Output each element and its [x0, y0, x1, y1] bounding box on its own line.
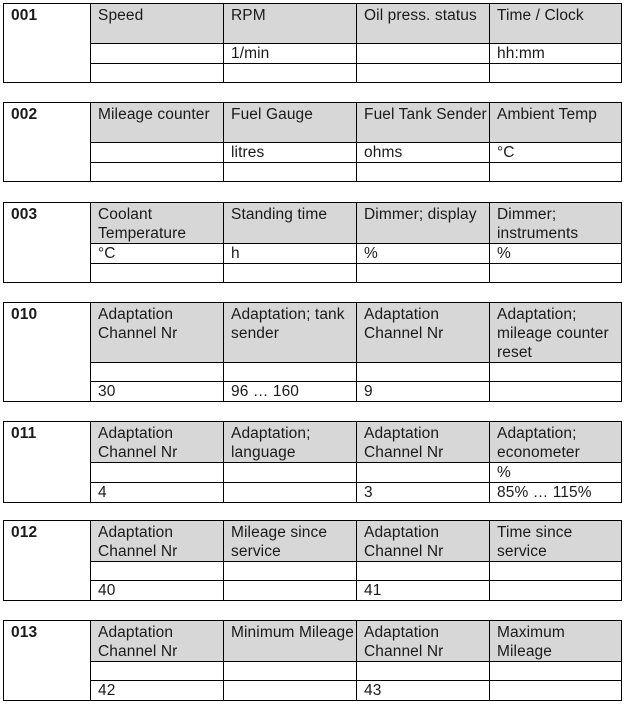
block-value-row — [4, 382, 622, 402]
field-value-cell — [91, 662, 224, 681]
field-header: RPM — [224, 4, 357, 44]
block-value-row — [4, 363, 622, 382]
block-header-row — [4, 621, 622, 662]
block-number: 010 — [4, 303, 91, 402]
field-header: Adaptation Channel Nr — [357, 422, 490, 463]
field-value-cell — [91, 463, 224, 483]
block-header-row — [4, 521, 622, 562]
field-value-cell — [224, 483, 357, 503]
measuring-block-table — [3, 202, 622, 283]
field-header: Speed — [91, 4, 224, 44]
field-header: Adaptation Channel Nr — [91, 303, 224, 363]
block-number: 003 — [4, 203, 91, 283]
field-header: Dimmer; instruments — [490, 203, 622, 244]
block-value-row — [4, 163, 622, 182]
field-value-cell: 43 — [357, 681, 490, 701]
measuring-block-table — [3, 302, 622, 402]
block-number: 013 — [4, 621, 91, 701]
field-value-cell — [224, 581, 357, 601]
field-value-cell: 1/min — [224, 44, 357, 64]
field-value-cell — [91, 44, 224, 64]
field-value-cell — [357, 463, 490, 483]
field-value-cell — [91, 264, 224, 283]
field-value-cell — [490, 363, 622, 382]
field-header: Adaptation; language — [224, 422, 357, 463]
field-value-cell — [224, 264, 357, 283]
block-value-row — [4, 44, 622, 64]
field-value-cell — [490, 662, 622, 681]
field-value-cell — [357, 64, 490, 83]
field-value-cell: % — [490, 463, 622, 483]
block-header-row — [4, 303, 622, 363]
field-header: Ambient Temp — [490, 103, 622, 143]
field-value-cell: °C — [91, 244, 224, 264]
measuring-block-table — [3, 620, 622, 701]
field-value-cell: ohms — [357, 143, 490, 163]
field-value-cell: litres — [224, 143, 357, 163]
field-value-cell — [91, 64, 224, 83]
field-value-cell — [224, 681, 357, 701]
field-header: Fuel Tank Sender — [357, 103, 490, 143]
block-value-row — [4, 562, 622, 581]
block-value-row — [4, 264, 622, 283]
field-header: Adaptation; mileage counter reset — [490, 303, 622, 363]
field-value-cell — [357, 44, 490, 64]
field-value-cell — [357, 662, 490, 681]
field-value-cell — [490, 581, 622, 601]
field-value-cell — [91, 163, 224, 182]
field-value-cell: 42 — [91, 681, 224, 701]
field-value-cell: 85% … 115% — [490, 483, 622, 503]
measuring-block-table — [3, 3, 622, 83]
field-value-cell: 41 — [357, 581, 490, 601]
field-header: Fuel Gauge — [224, 103, 357, 143]
field-value-cell — [490, 64, 622, 83]
field-header: Time / Clock — [490, 4, 622, 44]
block-number: 012 — [4, 521, 91, 601]
field-value-cell — [224, 662, 357, 681]
field-header: Mileage since service — [224, 521, 357, 562]
field-value-cell — [91, 143, 224, 163]
block-number: 002 — [4, 103, 91, 182]
field-header: Adaptation Channel Nr — [91, 422, 224, 463]
field-value-cell — [357, 163, 490, 182]
field-value-cell: % — [357, 244, 490, 264]
field-value-cell: 40 — [91, 581, 224, 601]
field-header: Coolant Temperature — [91, 203, 224, 244]
field-value-cell: hh:mm — [490, 44, 622, 64]
field-header: Minimum Mileage — [224, 621, 357, 662]
block-value-row — [4, 143, 622, 163]
field-value-cell — [91, 562, 224, 581]
field-header: Adaptation; econometer — [490, 422, 622, 463]
field-value-cell — [224, 363, 357, 382]
field-value-cell — [224, 463, 357, 483]
field-header: Standing time — [224, 203, 357, 244]
field-value-cell: °C — [490, 143, 622, 163]
measuring-block-table — [3, 102, 622, 182]
block-value-row — [4, 463, 622, 483]
field-header: Adaptation Channel Nr — [357, 621, 490, 662]
field-value-cell — [91, 363, 224, 382]
field-header: Time since service — [490, 521, 622, 562]
field-header: Adaptation; tank sender — [224, 303, 357, 363]
field-value-cell — [224, 163, 357, 182]
field-header: Mileage counter — [91, 103, 224, 143]
field-value-cell — [490, 382, 622, 402]
field-value-cell: h — [224, 244, 357, 264]
field-header: Adaptation Channel Nr — [357, 303, 490, 363]
field-value-cell — [357, 363, 490, 382]
block-header-row — [4, 4, 622, 44]
field-header: Maximum Mileage — [490, 621, 622, 662]
field-value-cell — [224, 562, 357, 581]
block-value-row — [4, 662, 622, 681]
block-header-row — [4, 103, 622, 143]
block-header-row — [4, 422, 622, 463]
field-value-cell: 30 — [91, 382, 224, 402]
block-value-row — [4, 681, 622, 701]
block-value-row — [4, 581, 622, 601]
field-value-cell — [490, 681, 622, 701]
field-value-cell — [357, 562, 490, 581]
block-value-row — [4, 483, 622, 503]
field-header: Adaptation Channel Nr — [91, 621, 224, 662]
measuring-block-table — [3, 520, 622, 601]
block-value-row — [4, 244, 622, 264]
block-number: 011 — [4, 422, 91, 503]
field-header: Adaptation Channel Nr — [357, 521, 490, 562]
field-value-cell: 4 — [91, 483, 224, 503]
field-header: Dimmer; display — [357, 203, 490, 244]
field-value-cell — [490, 264, 622, 283]
field-value-cell: % — [490, 244, 622, 264]
field-value-cell — [357, 264, 490, 283]
field-value-cell: 9 — [357, 382, 490, 402]
field-header: Adaptation Channel Nr — [91, 521, 224, 562]
block-header-row — [4, 203, 622, 244]
block-number: 001 — [4, 4, 91, 83]
measuring-block-table — [3, 421, 622, 503]
field-value-cell — [490, 562, 622, 581]
field-value-cell — [490, 163, 622, 182]
block-value-row — [4, 64, 622, 83]
field-value-cell: 96 … 160 — [224, 382, 357, 402]
field-value-cell: 3 — [357, 483, 490, 503]
field-header: Oil press. status — [357, 4, 490, 44]
field-value-cell — [224, 64, 357, 83]
